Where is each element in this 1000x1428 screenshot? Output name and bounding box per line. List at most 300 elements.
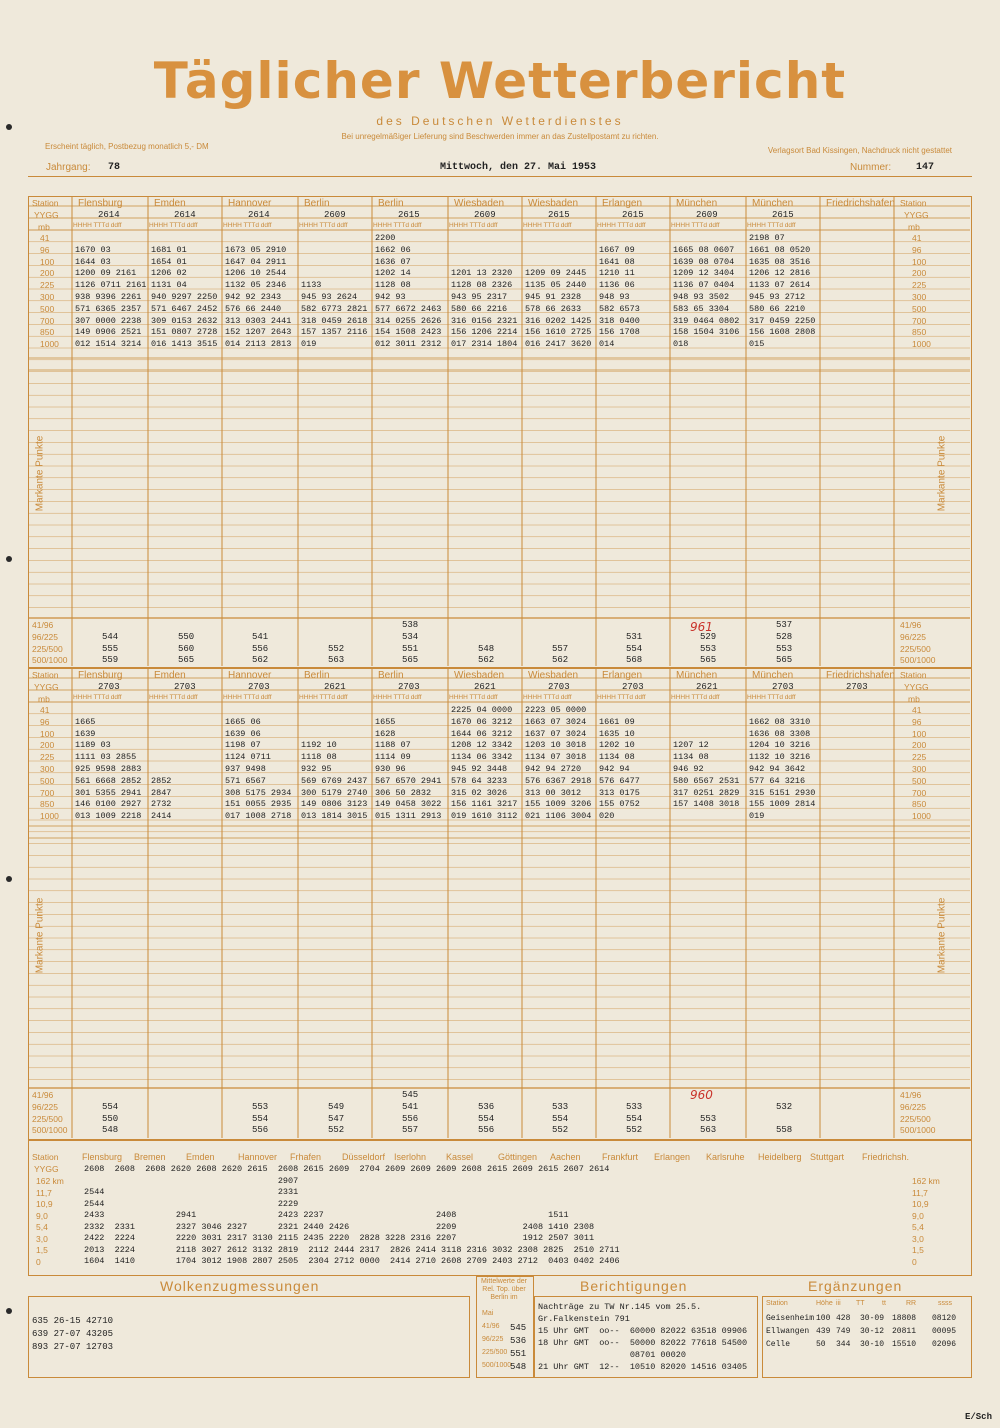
bottom-row: 2332 2331 2327 3046 2327 2321 2440 2426 2209 2408 1410 2308 <box>84 1221 595 1232</box>
supplement-cell: 30-12 <box>860 1327 885 1336</box>
mid-station-name: Friedrichshafen <box>826 670 895 681</box>
bottom-station-name: Stuttgart <box>810 1152 845 1162</box>
mid-station-name: München <box>676 670 718 681</box>
supplement-cell: 30-10 <box>860 1340 885 1349</box>
mid-mb-level-right: 41 <box>912 705 922 715</box>
mittel-label: 96/225 <box>482 1336 504 1343</box>
mid-station-code: 2703 <box>846 682 868 692</box>
top-data-cell: 1128 08 <box>375 280 411 291</box>
mid-summary-cell: 549 <box>328 1101 345 1112</box>
top-column-header: HHHH TTTd ddff <box>149 222 198 229</box>
mid-data-cell: 1207 12 <box>673 740 709 751</box>
top-mb-level-right: 41 <box>912 233 922 243</box>
top-column-header: HHHH TTTd ddff <box>223 222 272 229</box>
mid-data-cell: 156 1161 3217 <box>451 799 518 810</box>
top-station-name: Emden <box>154 198 186 209</box>
mid-summary-cell: 536 <box>478 1101 495 1112</box>
top-data-cell: 1641 08 <box>599 256 635 267</box>
mid-summary-cell: 553 <box>700 1113 717 1124</box>
supplement-header: Höhe <box>816 1300 833 1307</box>
top-data-cell: 948 93 <box>599 292 630 302</box>
top-data-cell: 316 0156 2321 <box>451 315 518 326</box>
mid-summary-cell: 545 <box>402 1090 419 1100</box>
mid-station-label-right: Station <box>900 670 927 680</box>
mid-mb-level-right: 1000 <box>912 811 931 822</box>
top-station-name: Berlin <box>378 198 404 209</box>
top-data-cell: 1128 08 2326 <box>451 280 513 291</box>
top-data-cell: 1131 04 <box>151 280 187 291</box>
bottom-station-name: Aachen <box>550 1152 581 1162</box>
correction-row: 18 Uhr GMT oo-- 50000 82022 77618 54500 <box>538 1338 748 1348</box>
top-data-cell: 152 1207 2643 <box>225 327 292 338</box>
top-mb-level-right: 200 <box>912 268 927 279</box>
top-data-cell: 1673 05 2910 <box>225 244 287 255</box>
top-summary-cell: 557 <box>552 643 569 654</box>
mid-data-cell: 1114 09 <box>375 752 411 763</box>
mid-data-cell: 313 0175 <box>599 787 640 798</box>
top-data-cell: 580 66 2216 <box>451 303 508 314</box>
mid-data-cell: 146 0100 2927 <box>75 799 142 810</box>
top-summary-cell: 562 <box>478 655 495 666</box>
top-data-cell: 1636 07 <box>375 256 411 267</box>
mid-data-cell: 301 5355 2941 <box>75 787 142 798</box>
mid-data-cell: 155 1009 2814 <box>749 799 816 810</box>
corner-mark: E/Sch <box>964 1412 992 1422</box>
mid-data-cell: 576 6477 <box>599 775 640 786</box>
mid-data-cell: 1134 07 3018 <box>525 752 587 763</box>
mid-station-code: 2621 <box>696 682 718 692</box>
supplement-cell: 344 <box>836 1340 851 1349</box>
jahrgang-value: 78 <box>108 162 121 173</box>
mid-mb-level: 850 <box>40 799 55 810</box>
top-summary-cell: 534 <box>402 631 419 642</box>
top-mb-level-right: 1000 <box>912 339 931 350</box>
top-mb-level: 200 <box>40 268 55 279</box>
top-data-cell: 014 2113 2813 <box>225 339 292 350</box>
mid-data-cell: 580 6567 2531 <box>673 775 740 786</box>
mid-data-cell: 2847 <box>151 787 172 798</box>
top-data-cell: 156 1206 2214 <box>451 327 518 338</box>
top-station-name: Friedrichshafen <box>826 198 895 209</box>
mid-data-cell: 577 64 3216 <box>749 775 806 786</box>
top-data-cell: 1200 09 2161 <box>75 268 137 279</box>
mid-summary-label-right: 96/225 <box>900 1101 926 1112</box>
mid-mb-level: 100 <box>40 728 55 739</box>
supplement-cell: 02096 <box>932 1340 957 1349</box>
mid-column-header: HHHH TTTd ddff <box>671 694 720 701</box>
mid-data-cell: 946 92 <box>673 764 704 774</box>
top-station-code: 2615 <box>398 210 420 220</box>
top-station-code: 2609 <box>474 210 496 220</box>
top-summary-cell: 552 <box>328 643 345 654</box>
mittel-value: 548 <box>510 1362 527 1372</box>
top-data-cell: 1202 14 <box>375 268 411 279</box>
top-summary-cell: 531 <box>626 631 643 642</box>
mid-data-cell: 149 0806 3123 <box>301 799 368 810</box>
top-mb-label: mb <box>38 222 50 232</box>
mid-station-name: Wiesbaden <box>454 670 505 681</box>
mid-mb-level-right: 500 <box>912 775 927 786</box>
supplement-cell: 30-09 <box>860 1314 885 1323</box>
top-data-cell: 945 93 2624 <box>301 292 358 302</box>
mid-mb-level-right: 700 <box>912 787 927 798</box>
mid-data-cell: 571 6567 <box>225 775 266 786</box>
top-data-cell: 016 1413 3515 <box>151 339 218 350</box>
mid-summary-label: 96/225 <box>32 1101 58 1112</box>
top-data-cell: 580 66 2210 <box>749 303 806 314</box>
mid-summary-cell: 563 <box>700 1125 717 1136</box>
top-mb-level: 1000 <box>40 339 59 350</box>
mid-mb-level-right: 96 <box>912 716 922 727</box>
top-station-code: 2615 <box>772 210 794 220</box>
mittel-value: 536 <box>510 1336 527 1346</box>
top-data-cell: 2200 <box>375 233 396 243</box>
mid-data-cell: 019 <box>749 811 765 822</box>
mid-summary-label: 500/1000 <box>32 1125 68 1136</box>
top-data-cell: 156 1708 <box>599 327 640 338</box>
nummer-value: 147 <box>916 162 935 173</box>
top-mb-level-right: 500 <box>912 303 927 314</box>
mid-station-code: 2703 <box>622 682 644 692</box>
correction-row: 21 Uhr GMT 12-- 10510 82020 14516 03405 <box>538 1362 748 1372</box>
bottom-level: 162 km <box>36 1176 64 1186</box>
bottom-station-name: Erlangen <box>654 1152 691 1162</box>
mid-data-cell: 1665 <box>75 716 96 727</box>
supplement-cell: Geisenheim <box>766 1314 815 1323</box>
mid-yygg-label-right: YYGG <box>904 682 929 692</box>
mid-data-cell: 1639 <box>75 728 96 739</box>
mid-data-cell: 937 9498 <box>225 764 266 774</box>
mid-summary-cell: 556 <box>252 1125 269 1136</box>
top-data-cell: 1654 01 <box>151 256 187 267</box>
mid-summary-cell: 554 <box>252 1113 269 1124</box>
mid-data-cell: 1134 08 <box>599 752 635 763</box>
top-data-cell: 1209 09 2445 <box>525 268 587 279</box>
mid-station-name: Berlin <box>304 670 330 681</box>
top-data-cell: 012 1514 3214 <box>75 339 142 350</box>
mid-data-cell: 1134 08 <box>673 752 709 763</box>
report-subtitle: des Deutschen Wetterdienstes <box>376 114 624 128</box>
top-data-cell: 1136 07 0404 <box>673 280 735 291</box>
supplement-cell: 18808 <box>892 1314 917 1323</box>
top-mb-level: 850 <box>40 327 55 338</box>
top-column-header: HHHH TTTd ddff <box>299 222 348 229</box>
mid-station-code: 2703 <box>98 682 120 692</box>
top-station-code: 2614 <box>98 210 120 220</box>
bottom-station-name: Flensburg <box>82 1152 123 1162</box>
bottom-level: 1,5 <box>36 1245 48 1255</box>
mid-summary-cell: 552 <box>328 1125 345 1136</box>
top-summary-cell: 553 <box>776 643 793 654</box>
mid-data-cell: 1132 10 3216 <box>749 752 811 763</box>
top-data-cell: 1136 06 <box>599 280 635 291</box>
top-data-cell: 582 6773 2821 <box>301 303 368 314</box>
mid-data-cell: 1644 06 3212 <box>451 728 513 739</box>
top-station-code: 2615 <box>548 210 570 220</box>
mid-data-cell: 300 5179 2740 <box>301 787 368 798</box>
top-data-cell: 1644 03 <box>75 256 111 267</box>
bottom-station-name: Heidelberg <box>758 1152 802 1162</box>
correction-row: 08701 00020 <box>538 1350 686 1360</box>
top-station-code: 2614 <box>174 210 196 220</box>
mid-station-name: Berlin <box>378 670 404 681</box>
publication-info: Erscheint täglich, Postbezug monatlich 5,- DM <box>45 142 209 151</box>
mid-data-cell: 945 92 3448 <box>451 764 508 774</box>
top-summary-label: 500/1000 <box>32 655 68 666</box>
mid-data-cell: 1124 0711 <box>225 752 271 763</box>
top-data-cell: 016 2417 3620 <box>525 339 592 350</box>
markante-label-right: Markante Punkte <box>936 435 948 512</box>
mid-mb-level: 41 <box>40 705 50 715</box>
mid-data-cell: 1662 08 3310 <box>749 716 811 727</box>
report-title: Täglicher Wetterbericht <box>153 52 847 110</box>
mittelwerte-label: Mittelwerte der Rel. Top. über Berlin im <box>481 1278 527 1301</box>
mid-data-cell: 1188 07 <box>375 740 411 751</box>
bottom-level: 11,7 <box>36 1187 52 1198</box>
supplement-cell: 00095 <box>932 1327 957 1336</box>
bottom-level: 3,0 <box>36 1233 48 1244</box>
top-station-code: 2614 <box>248 210 270 220</box>
mid-data-cell: 1639 06 <box>225 728 261 739</box>
bottom-level-right: 3,0 <box>912 1233 924 1244</box>
top-data-cell: 317 0459 2250 <box>749 315 816 326</box>
top-data-cell: 948 93 3502 <box>673 292 730 302</box>
bottom-yygg-label: YYGG <box>34 1164 59 1174</box>
bottom-station-name: Frankfurt <box>602 1152 639 1162</box>
mid-data-cell: 306 50 2832 <box>375 787 432 798</box>
bottom-station-name: Bremen <box>134 1152 166 1162</box>
mid-data-cell: 578 64 3233 <box>451 775 508 786</box>
top-mb-level: 500 <box>40 303 55 314</box>
top-mb-level: 41 <box>40 233 50 243</box>
top-summary-cell: 553 <box>700 643 717 654</box>
top-station-name: Erlangen <box>602 198 643 209</box>
mid-station-code: 2703 <box>398 682 420 692</box>
mid-summary-label-right: 225/500 <box>900 1113 931 1124</box>
bottom-row: 2608 2608 2608 2620 2608 2620 2615 2608 2615 2609 2704 2609 2609 2609 2608 2615 2609 2615 2607 2614 <box>84 1164 610 1174</box>
mid-summary-cell: 541 <box>402 1101 419 1112</box>
bottom-level-right: 11,7 <box>912 1187 928 1198</box>
top-mb-level-right: 100 <box>912 256 927 267</box>
supplement-header: TT <box>856 1300 865 1307</box>
top-data-cell: 1209 12 3404 <box>673 268 735 279</box>
supplement-header: ssss <box>938 1300 952 1307</box>
mid-data-cell: 1661 09 <box>599 716 635 727</box>
mid-summary-cell: 558 <box>776 1125 793 1136</box>
supplement-cell: 20811 <box>892 1327 917 1336</box>
mid-data-cell: 569 6769 2437 <box>301 775 368 786</box>
mid-data-cell: 315 02 3026 <box>451 787 508 798</box>
mittel-label: 41/96 <box>482 1323 500 1330</box>
mid-data-cell: 155 1009 3206 <box>525 799 592 810</box>
top-column-header: HHHH TTTd ddff <box>523 222 572 229</box>
mid-column-header: HHHH TTTd ddff <box>747 694 796 701</box>
ergaenzungen-title: Ergänzungen <box>808 1278 903 1294</box>
top-data-cell: 149 0906 2521 <box>75 327 142 338</box>
bottom-level: 5,4 <box>36 1222 48 1232</box>
top-yygg-label: YYGG <box>34 210 59 220</box>
top-column-header: HHHH TTTd ddff <box>73 222 122 229</box>
mid-summary-cell: 532 <box>776 1101 793 1112</box>
mid-data-cell: 1134 06 3342 <box>451 752 513 763</box>
top-data-cell: 571 6365 2357 <box>75 303 142 314</box>
mid-data-cell: 015 1311 2913 <box>375 811 442 822</box>
mid-station-code: 2621 <box>324 682 346 692</box>
top-summary-cell: 551 <box>402 643 419 654</box>
top-data-cell: 1665 08 0607 <box>673 244 735 255</box>
supplement-cell: 15510 <box>892 1340 917 1349</box>
top-summary-label-right: 225/500 <box>900 643 931 654</box>
top-data-cell: 1670 03 <box>75 244 111 255</box>
mid-data-cell: 1637 07 3024 <box>525 728 587 739</box>
top-summary-cell: 565 <box>700 655 717 666</box>
top-summary-cell: 541 <box>252 631 269 642</box>
mid-data-cell: 155 0752 <box>599 799 640 810</box>
mid-mb-level-right: 200 <box>912 740 927 751</box>
mid-summary-cell: 556 <box>478 1125 495 1136</box>
mid-station-name: Flensburg <box>78 670 123 681</box>
supplement-cell: 08120 <box>932 1314 957 1323</box>
mid-mb-level: 225 <box>40 752 55 763</box>
top-data-cell: 1126 0711 2161 <box>75 280 147 291</box>
supplement-header: tt <box>882 1300 886 1307</box>
top-summary-label-right: 500/1000 <box>900 655 936 666</box>
top-data-cell: 1135 05 2440 <box>525 280 587 291</box>
mid-summary-label-right: 500/1000 <box>900 1125 936 1136</box>
bottom-level-right: 9,0 <box>912 1210 924 1221</box>
mid-station-name: Wiesbaden <box>528 670 579 681</box>
supplement-cell: 100 <box>816 1314 831 1323</box>
mid-column-header: HHHH TTTd ddff <box>373 694 422 701</box>
mid-data-cell: 151 0055 2935 <box>225 799 292 810</box>
top-station-name: Wiesbaden <box>528 198 579 209</box>
mid-station-code: 2703 <box>248 682 270 692</box>
mid-data-cell: 017 1008 2718 <box>225 811 292 822</box>
top-summary-label: 96/225 <box>32 631 58 642</box>
top-data-cell: 017 2314 1804 <box>451 339 518 350</box>
markante-label-left-2: Markante Punkte <box>34 897 46 974</box>
top-data-cell: 1133 <box>301 280 322 291</box>
mid-mb-label: mb <box>38 694 50 704</box>
mid-data-cell: 019 1610 3112 <box>451 811 518 822</box>
publisher-location: Verlagsort Bad Kissingen, Nachdruck nicht gestattet <box>767 146 952 155</box>
mid-summary-cell: 548 <box>102 1125 119 1136</box>
top-data-cell: 582 6573 <box>599 303 640 314</box>
top-data-cell: 314 0255 2626 <box>375 315 442 326</box>
mid-data-cell: 2225 04 0000 <box>451 705 513 715</box>
top-column-header: HHHH TTTd ddff <box>373 222 422 229</box>
top-station-name: Hannover <box>228 198 272 209</box>
mid-data-cell: 942 94 <box>599 764 630 774</box>
supplement-cell: 439 <box>816 1327 831 1336</box>
top-data-cell: 151 0807 2728 <box>151 327 218 338</box>
bottom-row: 2433 2941 2423 2237 2408 1511 <box>84 1210 569 1220</box>
mid-column-header: HHHH TTTd ddff <box>149 694 198 701</box>
top-data-cell: 1662 06 <box>375 244 411 255</box>
top-data-cell: 1133 07 2614 <box>749 280 811 291</box>
top-station-name: Berlin <box>304 198 330 209</box>
mid-data-cell: 1204 10 3216 <box>749 740 811 751</box>
top-data-cell: 940 9297 2250 <box>151 292 218 302</box>
mid-column-header: HHHH TTTd ddff <box>523 694 572 701</box>
bottom-station-name: Göttingen <box>498 1152 538 1162</box>
mid-station-name: Emden <box>154 670 186 681</box>
bottom-station-name: Karlsruhe <box>706 1152 745 1162</box>
delivery-notice: Bei unregelmäßiger Lieferung sind Beschwerden immer an das Zustellpostamt zu richten. <box>341 132 659 141</box>
bottom-row: 1604 1410 1704 3012 1908 2807 2505 2304 2712 0000 2414 2710 2608 2709 2403 2712 0403 0402 2406 <box>84 1256 620 1266</box>
supplement-cell: 50 <box>816 1340 826 1349</box>
top-data-cell: 938 9396 2261 <box>75 292 142 302</box>
bottom-station-name: Frhafen <box>290 1152 322 1162</box>
top-column-header: HHHH TTTd ddff <box>671 222 720 229</box>
top-mb-level-right: 850 <box>912 327 927 338</box>
mid-data-cell: 317 0251 2829 <box>673 787 740 798</box>
top-summary-cell: 538 <box>402 620 419 630</box>
top-data-cell: 1206 02 <box>151 268 187 279</box>
top-data-cell: 1681 01 <box>151 244 187 255</box>
top-column-header: HHHH TTTd ddff <box>449 222 498 229</box>
markante-label-left: Markante Punkte <box>34 435 46 512</box>
mid-station-name: Hannover <box>228 670 272 681</box>
top-data-cell: 1132 05 2346 <box>225 280 287 291</box>
wolken-title: Wolkenzugmessungen <box>160 1278 320 1294</box>
bottom-station-label: Station <box>32 1152 59 1162</box>
mid-data-cell: 576 6367 2918 <box>525 775 592 786</box>
top-data-cell: 307 0000 2238 <box>75 315 142 326</box>
mittel-value: 545 <box>510 1323 527 1333</box>
red-annotation-2: 960 <box>690 1088 713 1102</box>
top-data-cell: 018 <box>673 339 689 350</box>
correction-row: Gr.Falkenstein 791 <box>538 1314 630 1324</box>
top-station-label-right: Station <box>900 198 927 208</box>
top-station-name: Flensburg <box>78 198 123 209</box>
top-data-cell: 156 1610 2725 <box>525 327 592 338</box>
mid-data-cell: 1665 06 <box>225 716 261 727</box>
top-summary-cell: 556 <box>252 643 269 654</box>
mid-data-cell: 942 94 3642 <box>749 764 806 774</box>
top-data-cell: 578 66 2633 <box>525 303 582 314</box>
top-data-cell: 1661 08 0520 <box>749 244 811 255</box>
top-summary-cell: 529 <box>700 631 717 642</box>
correction-row: 15 Uhr GMT oo-- 60000 82022 63518 09906 <box>538 1326 748 1336</box>
top-data-cell: 1635 08 3516 <box>749 256 811 267</box>
bottom-station-name: Kassel <box>446 1152 474 1162</box>
mid-mb-level-right: 100 <box>912 728 927 739</box>
mid-data-cell: 013 1814 3015 <box>301 811 368 822</box>
markante-label-right-2: Markante Punkte <box>936 897 948 974</box>
top-data-cell: 156 1608 2808 <box>749 327 816 338</box>
mid-summary-cell: 554 <box>102 1101 119 1112</box>
top-data-cell: 945 91 2328 <box>525 292 582 302</box>
bottom-row: 2013 2224 2118 3027 2612 3132 2819 2112 2444 2317 2826 2414 3118 2316 3032 2308 2825 2510 2711 <box>84 1244 620 1255</box>
mid-data-cell: 1111 03 2855 <box>75 752 137 763</box>
top-data-cell: 1206 10 2544 <box>225 268 287 279</box>
mid-station-name: München <box>752 670 794 681</box>
mid-mb-level: 96 <box>40 716 50 727</box>
top-data-cell: 318 0459 2618 <box>301 315 368 326</box>
top-mb-level-right: 700 <box>912 315 927 326</box>
top-summary-label-right: 41/96 <box>900 620 922 630</box>
supplement-cell: Celle <box>766 1340 791 1349</box>
correction-row: Nachträge zu TW Nr.145 vom 25.5. <box>538 1302 702 1312</box>
supplement-header: RR <box>906 1300 917 1307</box>
top-data-cell: 316 0202 1425 <box>525 315 592 326</box>
top-data-cell: 1667 09 <box>599 244 635 255</box>
top-data-cell: 583 65 3304 <box>673 303 730 314</box>
top-summary-label: 225/500 <box>32 643 63 654</box>
top-station-code: 2609 <box>696 210 718 220</box>
mid-data-cell: 925 9598 2883 <box>75 764 142 774</box>
